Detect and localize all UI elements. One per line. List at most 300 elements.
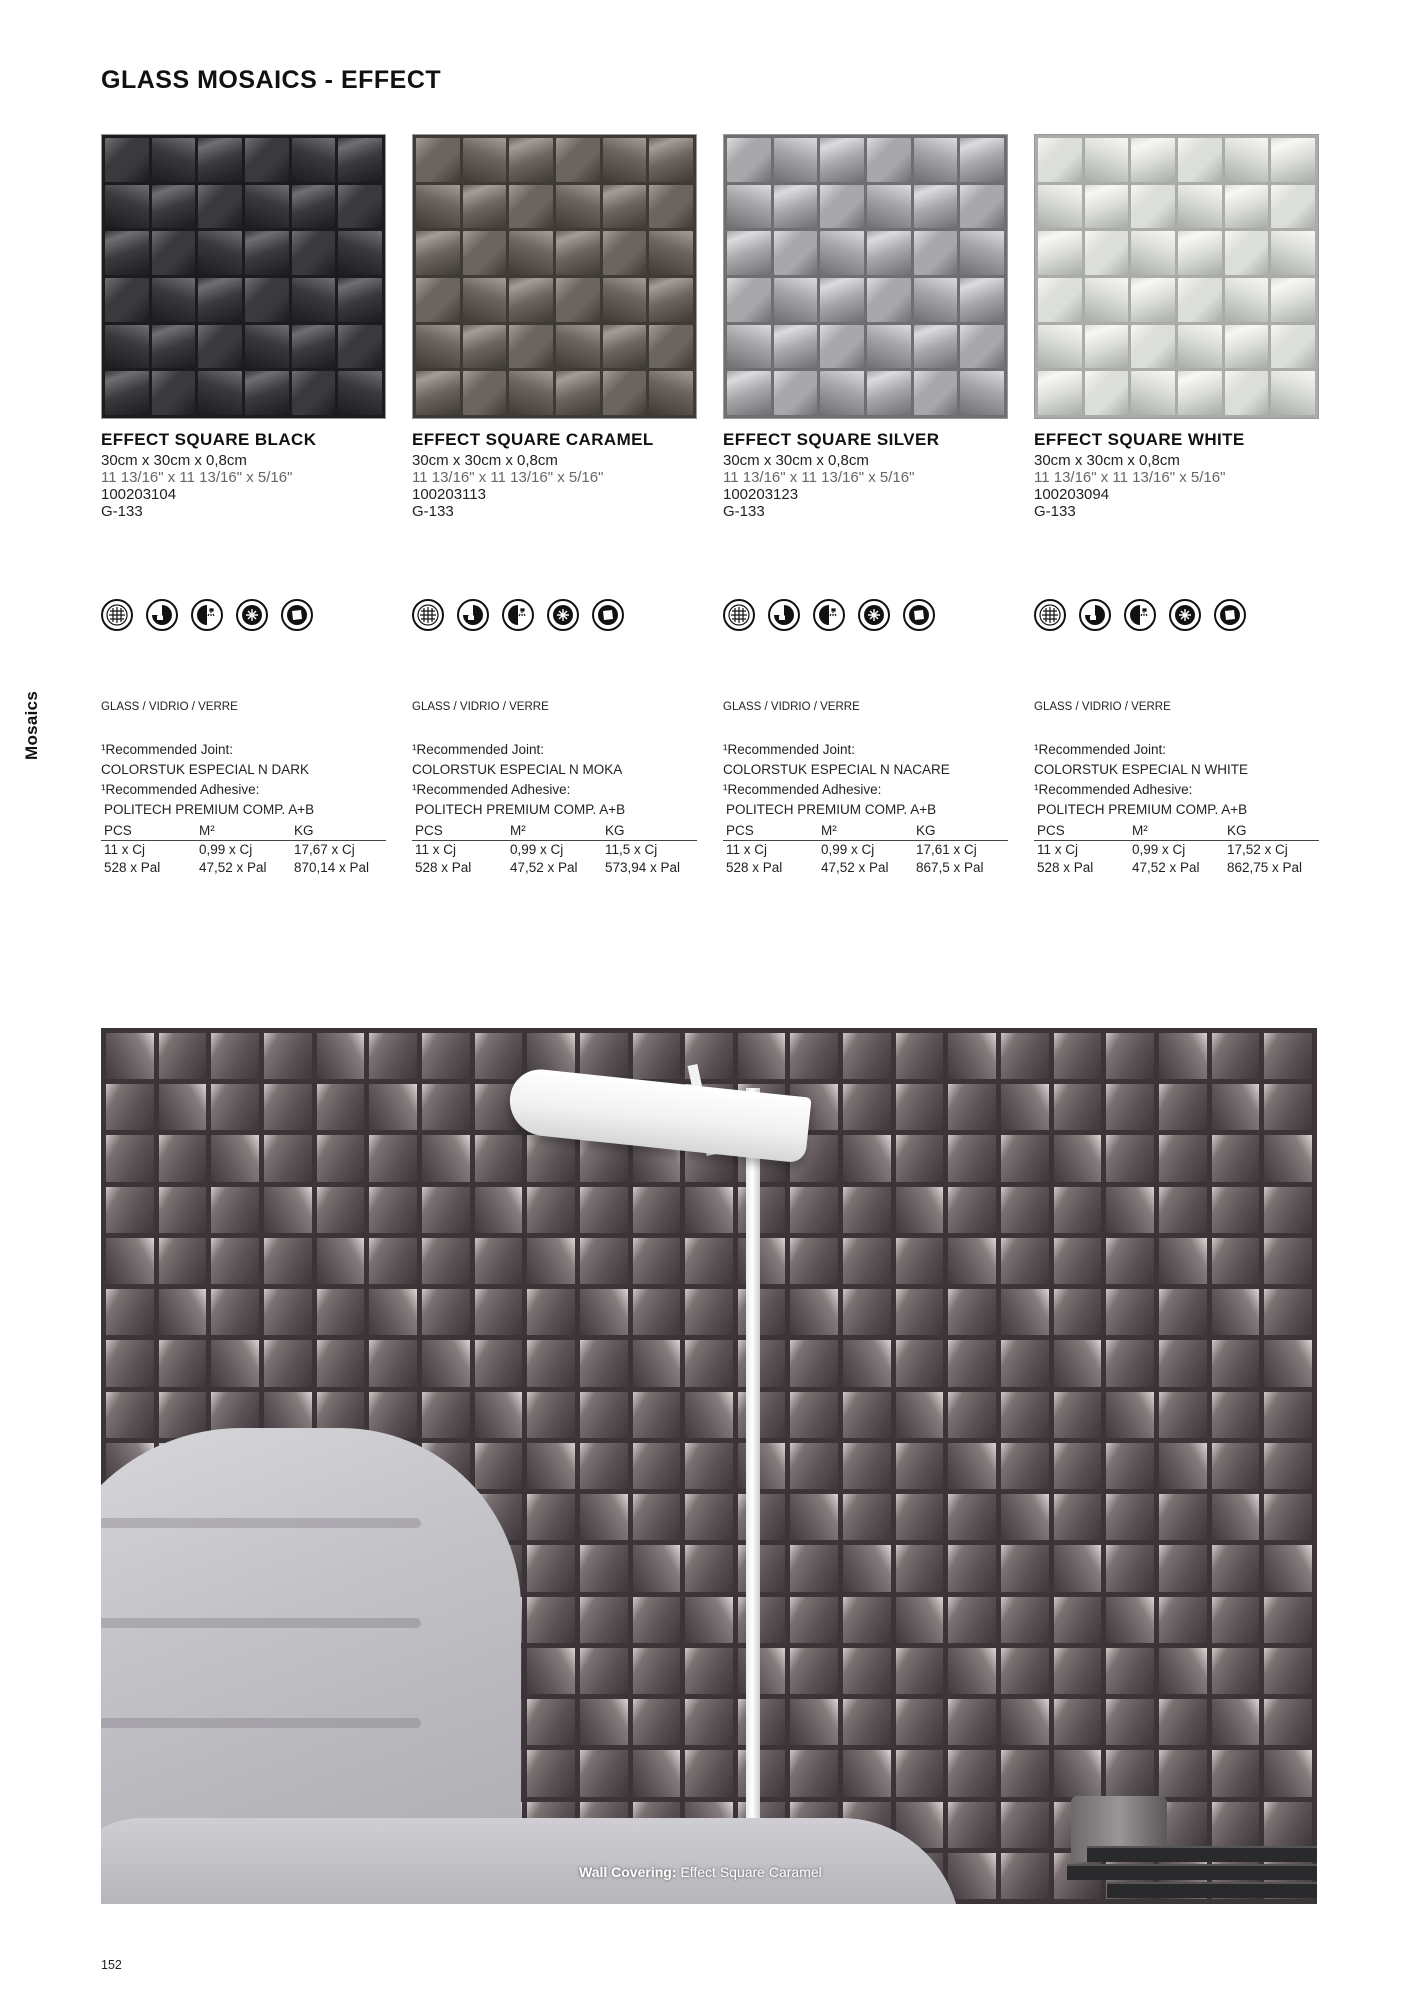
- mosaic-tile: [105, 278, 149, 322]
- wall-tile: [1106, 1494, 1154, 1540]
- size-imperial: 11 13/16" x 11 13/16" x 5/16": [1034, 469, 1226, 486]
- wall-tile: [211, 1340, 259, 1386]
- mosaic-tile: [1038, 138, 1082, 182]
- wall-tile: [685, 1699, 733, 1745]
- wall-tile: [159, 1238, 207, 1284]
- wall-tile: [1106, 1699, 1154, 1745]
- product-group: G-133: [723, 503, 765, 520]
- adhesive-label: ¹Recommended Adhesive:: [723, 782, 882, 797]
- wall-tile: [580, 1033, 628, 1079]
- wall-tile: [527, 1443, 575, 1489]
- wall-tile: [685, 1648, 733, 1694]
- mosaic-tile: [556, 371, 600, 415]
- header-pcs: PCS: [104, 823, 132, 838]
- wall-tile: [633, 1494, 681, 1540]
- wall-tile: [369, 1238, 417, 1284]
- wall-tile: [948, 1187, 996, 1233]
- wall-tile: [211, 1187, 259, 1233]
- wall-tile: [264, 1289, 312, 1335]
- mosaic-tile: [152, 138, 196, 182]
- wall-tile: [843, 1135, 891, 1181]
- wall-tile: [422, 1033, 470, 1079]
- mosaic-tile: [1085, 325, 1129, 369]
- wall-tile: [1264, 1545, 1312, 1591]
- mosaic-tile: [338, 325, 382, 369]
- header-m2: M²: [199, 823, 215, 838]
- caption-label: Wall Covering:: [579, 1864, 677, 1880]
- wall-tile: [738, 1289, 786, 1335]
- section-side-label: Mosaics: [22, 690, 41, 760]
- wall-tile: [1212, 1648, 1260, 1694]
- mosaic-tile: [152, 278, 196, 322]
- mosaic-tile: [727, 231, 771, 275]
- joint-value: COLORSTUK ESPECIAL N DARK: [101, 762, 310, 777]
- wall-tile: [264, 1135, 312, 1181]
- wall-tile: [948, 1340, 996, 1386]
- wall-tile: [685, 1597, 733, 1643]
- mosaic-tile: [1271, 278, 1315, 322]
- wall-tile: [685, 1545, 733, 1591]
- mosaic-tile: [1085, 231, 1129, 275]
- wall-tile: [527, 1340, 575, 1386]
- pcs-box: 11 x Cj: [104, 842, 146, 857]
- wall-tile: [738, 1238, 786, 1284]
- wall-tile: [1106, 1033, 1154, 1079]
- packing-table: [101, 823, 386, 877]
- packing-header: [412, 823, 697, 841]
- wall-tile: [527, 1187, 575, 1233]
- wall-tile: [1264, 1135, 1312, 1181]
- mosaic-tile: [867, 371, 911, 415]
- mosaic-tile: [820, 138, 864, 182]
- mosaic-tile: [1225, 138, 1269, 182]
- wall-tile: [159, 1187, 207, 1233]
- material-label: GLASS / VIDRIO / VERRE: [412, 701, 549, 713]
- wall-use-icon: [146, 599, 178, 631]
- wall-tile: [1159, 1750, 1207, 1796]
- wall-tile: [1001, 1750, 1049, 1796]
- frost-resistant-icon: [1169, 599, 1201, 631]
- mosaic-grid-icon: [1034, 599, 1066, 631]
- wall-tile: [580, 1545, 628, 1591]
- wall-tile: [264, 1238, 312, 1284]
- wall-tile: [106, 1187, 154, 1233]
- wall-tile: [580, 1597, 628, 1643]
- wall-tile: [1264, 1750, 1312, 1796]
- material-label: GLASS / VIDRIO / VERRE: [1034, 701, 1171, 713]
- wall-tile: [264, 1187, 312, 1233]
- wall-tile: [896, 1392, 944, 1438]
- packing-row-pallet: [412, 859, 697, 877]
- mosaic-tile: [1178, 278, 1222, 322]
- pcs-pallet: 528 x Pal: [1037, 860, 1094, 875]
- wall-tile: [843, 1084, 891, 1130]
- wall-tile: [1001, 1084, 1049, 1130]
- mosaic-tile: [1271, 138, 1315, 182]
- mosaic-tile: [105, 371, 149, 415]
- wall-tile: [633, 1750, 681, 1796]
- wall-tile: [633, 1238, 681, 1284]
- wall-tile: [1054, 1750, 1102, 1796]
- wall-tile: [843, 1187, 891, 1233]
- wall-tile: [896, 1187, 944, 1233]
- header-m2: M²: [510, 823, 526, 838]
- pcs-box: 11 x Cj: [726, 842, 768, 857]
- wall-tile: [685, 1238, 733, 1284]
- wall-tile: [527, 1699, 575, 1745]
- mosaic-tile: [1131, 371, 1175, 415]
- wall-tile: [1212, 1494, 1260, 1540]
- packing-row-box: [1034, 841, 1319, 859]
- mosaic-tile: [1085, 278, 1129, 322]
- wall-tile: [948, 1802, 996, 1848]
- wall-tile: [790, 1340, 838, 1386]
- wall-tile: [1054, 1033, 1102, 1079]
- mosaic-tile: [338, 278, 382, 322]
- size-metric: 30cm x 30cm x 0,8cm: [1034, 452, 1180, 469]
- wall-tile: [633, 1597, 681, 1643]
- mosaic-tile: [820, 371, 864, 415]
- wall-tile: [948, 1699, 996, 1745]
- mosaic-tile: [649, 278, 693, 322]
- wall-tile: [1106, 1443, 1154, 1489]
- wall-tile: [1001, 1443, 1049, 1489]
- mosaic-tile: [292, 185, 336, 229]
- wall-tile: [1001, 1289, 1049, 1335]
- packing-header: [101, 823, 386, 841]
- joint-label: ¹Recommended Joint:: [723, 742, 856, 757]
- mosaic-tile: [649, 231, 693, 275]
- wall-tile: [211, 1289, 259, 1335]
- wall-tile: [527, 1289, 575, 1335]
- mosaic-tile: [820, 278, 864, 322]
- mosaic-tile: [198, 231, 242, 275]
- wall-tile: [1264, 1392, 1312, 1438]
- mosaic-tile: [556, 325, 600, 369]
- mosaic-tile: [509, 325, 553, 369]
- wall-tile: [264, 1084, 312, 1130]
- kg-box: 11,5 x Cj: [605, 842, 658, 857]
- mosaic-tile: [509, 371, 553, 415]
- mosaic-tile: [867, 185, 911, 229]
- mosaic-tile: [867, 278, 911, 322]
- m2-box: 0,99 x Cj: [199, 842, 253, 857]
- ambience-photo: [101, 1028, 1317, 1904]
- product-name: EFFECT SQUARE BLACK: [101, 430, 317, 449]
- m2-box: 0,99 x Cj: [1132, 842, 1186, 857]
- mosaic-tile: [1131, 185, 1175, 229]
- mosaic-tile: [198, 138, 242, 182]
- wall-tile: [369, 1084, 417, 1130]
- wall-tile: [633, 1033, 681, 1079]
- mosaic-tile: [416, 185, 460, 229]
- mosaic-tile: [820, 325, 864, 369]
- mosaic-tile: [649, 138, 693, 182]
- wall-tile: [948, 1545, 996, 1591]
- packing-row-box: [723, 841, 1008, 859]
- wall-tile: [422, 1289, 470, 1335]
- wall-tile: [790, 1238, 838, 1284]
- adhesive-label: ¹Recommended Adhesive:: [412, 782, 571, 797]
- product-name: EFFECT SQUARE WHITE: [1034, 430, 1245, 449]
- wall-tile: [948, 1135, 996, 1181]
- wall-tile: [896, 1443, 944, 1489]
- wall-tile: [633, 1443, 681, 1489]
- mosaic-tile: [960, 371, 1004, 415]
- wall-tile: [843, 1033, 891, 1079]
- wall-tile: [369, 1187, 417, 1233]
- size-metric: 30cm x 30cm x 0,8cm: [412, 452, 558, 469]
- wall-tile: [896, 1135, 944, 1181]
- wall-tile: [159, 1084, 207, 1130]
- wall-tile: [1264, 1238, 1312, 1284]
- wall-tile: [211, 1033, 259, 1079]
- packing-row-pallet: [101, 859, 386, 877]
- joint-value: COLORSTUK ESPECIAL N WHITE: [1034, 762, 1249, 777]
- joint-label: ¹Recommended Joint:: [101, 742, 234, 757]
- wall-tile: [1001, 1802, 1049, 1848]
- wall-tile: [1212, 1750, 1260, 1796]
- wall-tile: [1054, 1187, 1102, 1233]
- mosaic-tile: [416, 325, 460, 369]
- wall-tile: [948, 1648, 996, 1694]
- mosaic-tile: [774, 325, 818, 369]
- wall-tile: [790, 1187, 838, 1233]
- wall-tile: [317, 1033, 365, 1079]
- mosaic-tile: [727, 371, 771, 415]
- mosaic-tile: [914, 185, 958, 229]
- wall-tile: [790, 1033, 838, 1079]
- material-label: GLASS / VIDRIO / VERRE: [101, 701, 238, 713]
- packing-row-box: [412, 841, 697, 859]
- wall-tile: [1264, 1699, 1312, 1745]
- kg-pallet: 870,14 x Pal: [294, 860, 370, 875]
- pcs-box: 11 x Cj: [1037, 842, 1079, 857]
- product-swatch: [723, 134, 1008, 419]
- mosaic-tile: [914, 325, 958, 369]
- glass-material-icon: [1214, 599, 1246, 631]
- mosaic-tile: [1131, 278, 1175, 322]
- wall-tile: [896, 1750, 944, 1796]
- wall-tile: [1001, 1340, 1049, 1386]
- packing-header: [723, 823, 1008, 841]
- mosaic-tile: [1038, 185, 1082, 229]
- wall-tile: [843, 1750, 891, 1796]
- wall-tile: [527, 1135, 575, 1181]
- wall-tile: [790, 1597, 838, 1643]
- wall-tile: [1054, 1084, 1102, 1130]
- wall-tile: [475, 1135, 523, 1181]
- header-kg: KG: [294, 823, 314, 838]
- mosaic-tile: [914, 371, 958, 415]
- kg-pallet: 862,75 x Pal: [1227, 860, 1303, 875]
- wall-use-icon: [1079, 599, 1111, 631]
- wall-tile: [422, 1392, 470, 1438]
- wall-tile: [738, 1033, 786, 1079]
- wall-tile: [527, 1648, 575, 1694]
- wall-tile: [1159, 1545, 1207, 1591]
- wall-tile: [1159, 1494, 1207, 1540]
- adhesive-label: ¹Recommended Adhesive:: [1034, 782, 1193, 797]
- wall-tile: [1264, 1187, 1312, 1233]
- header-kg: KG: [916, 823, 936, 838]
- adhesive-value: POLITECH PREMIUM COMP. A+B: [415, 802, 626, 817]
- mosaic-tile: [416, 278, 460, 322]
- wall-tile: [106, 1238, 154, 1284]
- mosaic-tile: [416, 231, 460, 275]
- mosaic-tile: [1131, 138, 1175, 182]
- mosaic-tile: [245, 371, 289, 415]
- wall-tile: [948, 1238, 996, 1284]
- product-card: [723, 134, 1008, 875]
- wall-tile: [159, 1340, 207, 1386]
- product-swatch: [101, 134, 386, 419]
- mosaic-tile: [338, 185, 382, 229]
- mosaic-tile: [338, 138, 382, 182]
- shower-use-icon: [191, 599, 223, 631]
- m2-box: 0,99 x Cj: [821, 842, 875, 857]
- wall-tile: [475, 1443, 523, 1489]
- wall-tile: [1054, 1340, 1102, 1386]
- wall-tile: [738, 1648, 786, 1694]
- chair-fold: [101, 1718, 421, 1728]
- wall-tile: [685, 1289, 733, 1335]
- mosaic-tile: [1178, 138, 1222, 182]
- wall-tile: [633, 1187, 681, 1233]
- wall-tile: [1106, 1135, 1154, 1181]
- wall-tile: [422, 1340, 470, 1386]
- wall-tile: [1106, 1597, 1154, 1643]
- mosaic-tile: [960, 231, 1004, 275]
- usage-icons: [1034, 599, 1246, 631]
- book: [1067, 1864, 1317, 1880]
- wall-tile: [1159, 1443, 1207, 1489]
- wall-tile: [1159, 1597, 1207, 1643]
- mosaic-tile: [914, 278, 958, 322]
- shower-use-icon: [1124, 599, 1156, 631]
- wall-tile: [633, 1289, 681, 1335]
- header-m2: M²: [821, 823, 837, 838]
- wall-tile: [896, 1084, 944, 1130]
- wall-tile: [580, 1699, 628, 1745]
- mosaic-tile: [1085, 371, 1129, 415]
- recommendations: [412, 740, 625, 820]
- wall-tile: [1001, 1597, 1049, 1643]
- adhesive-value: POLITECH PREMIUM COMP. A+B: [726, 802, 937, 817]
- mosaic-tile: [914, 138, 958, 182]
- mosaic-tile: [1225, 185, 1269, 229]
- wall-tile: [948, 1853, 996, 1899]
- mosaic-tile: [603, 138, 647, 182]
- mosaic-tile: [463, 325, 507, 369]
- wall-tile: [790, 1648, 838, 1694]
- wall-tile: [475, 1392, 523, 1438]
- wall-tile: [896, 1289, 944, 1335]
- wall-tile: [1212, 1699, 1260, 1745]
- mosaic-tile: [774, 138, 818, 182]
- wall-tile: [369, 1340, 417, 1386]
- kg-box: 17,52 x Cj: [1227, 842, 1288, 857]
- mosaic-tile: [603, 231, 647, 275]
- mosaic-tile: [198, 185, 242, 229]
- wall-tile: [790, 1494, 838, 1540]
- wall-tile: [1054, 1494, 1102, 1540]
- wall-tile: [948, 1033, 996, 1079]
- product-card: [1034, 134, 1319, 875]
- book: [1087, 1846, 1317, 1862]
- photo-caption: [579, 1864, 822, 1880]
- wall-tile: [422, 1238, 470, 1284]
- mosaic-tile: [245, 138, 289, 182]
- mosaic-tile: [914, 231, 958, 275]
- mosaic-tile: [649, 371, 693, 415]
- packing-row-pallet: [1034, 859, 1319, 877]
- wall-tile: [1106, 1392, 1154, 1438]
- wall-tile: [843, 1648, 891, 1694]
- header-m2: M²: [1132, 823, 1148, 838]
- mosaic-tile: [105, 231, 149, 275]
- wall-tile: [1001, 1853, 1049, 1899]
- wall-tile: [685, 1187, 733, 1233]
- mosaic-tile: [1178, 325, 1222, 369]
- m2-box: 0,99 x Cj: [510, 842, 564, 857]
- wall-tile: [685, 1750, 733, 1796]
- mosaic-tile: [1225, 325, 1269, 369]
- wall-tile: [1054, 1238, 1102, 1284]
- wall-tile: [1106, 1648, 1154, 1694]
- header-kg: KG: [605, 823, 625, 838]
- packing-table: [723, 823, 1008, 877]
- wall-tile: [1001, 1238, 1049, 1284]
- mosaic-tile: [463, 231, 507, 275]
- product-name: EFFECT SQUARE SILVER: [723, 430, 940, 449]
- mosaic-tile: [1178, 231, 1222, 275]
- mosaic-tile: [245, 278, 289, 322]
- mosaic-tile: [292, 278, 336, 322]
- wall-tile: [1001, 1033, 1049, 1079]
- book: [1107, 1882, 1317, 1898]
- product-code: 100203113: [412, 486, 486, 503]
- wall-tile: [1264, 1033, 1312, 1079]
- mosaic-tile: [556, 231, 600, 275]
- wall-tile: [896, 1699, 944, 1745]
- wall-tile: [211, 1135, 259, 1181]
- mosaic-tile: [1085, 138, 1129, 182]
- wall-tile: [948, 1289, 996, 1335]
- wall-tile: [1159, 1187, 1207, 1233]
- wall-tile: [317, 1135, 365, 1181]
- wall-tile: [1106, 1340, 1154, 1386]
- product-code: 100203123: [723, 486, 799, 503]
- mosaic-tile: [1131, 325, 1175, 369]
- mosaic-tile: [509, 185, 553, 229]
- wall-tile: [1001, 1545, 1049, 1591]
- wall-tile: [475, 1289, 523, 1335]
- wall-tile: [1264, 1340, 1312, 1386]
- mosaic-tile: [152, 185, 196, 229]
- mosaic-tile: [774, 185, 818, 229]
- wall-tile: [369, 1289, 417, 1335]
- wall-tile: [580, 1494, 628, 1540]
- product-group: G-133: [101, 503, 143, 520]
- recommendations: [101, 740, 314, 820]
- product-group: G-133: [412, 503, 454, 520]
- wall-tile: [106, 1289, 154, 1335]
- wall-tile: [685, 1494, 733, 1540]
- header-pcs: PCS: [726, 823, 754, 838]
- wall-tile: [1159, 1289, 1207, 1335]
- mosaic-tile: [198, 278, 242, 322]
